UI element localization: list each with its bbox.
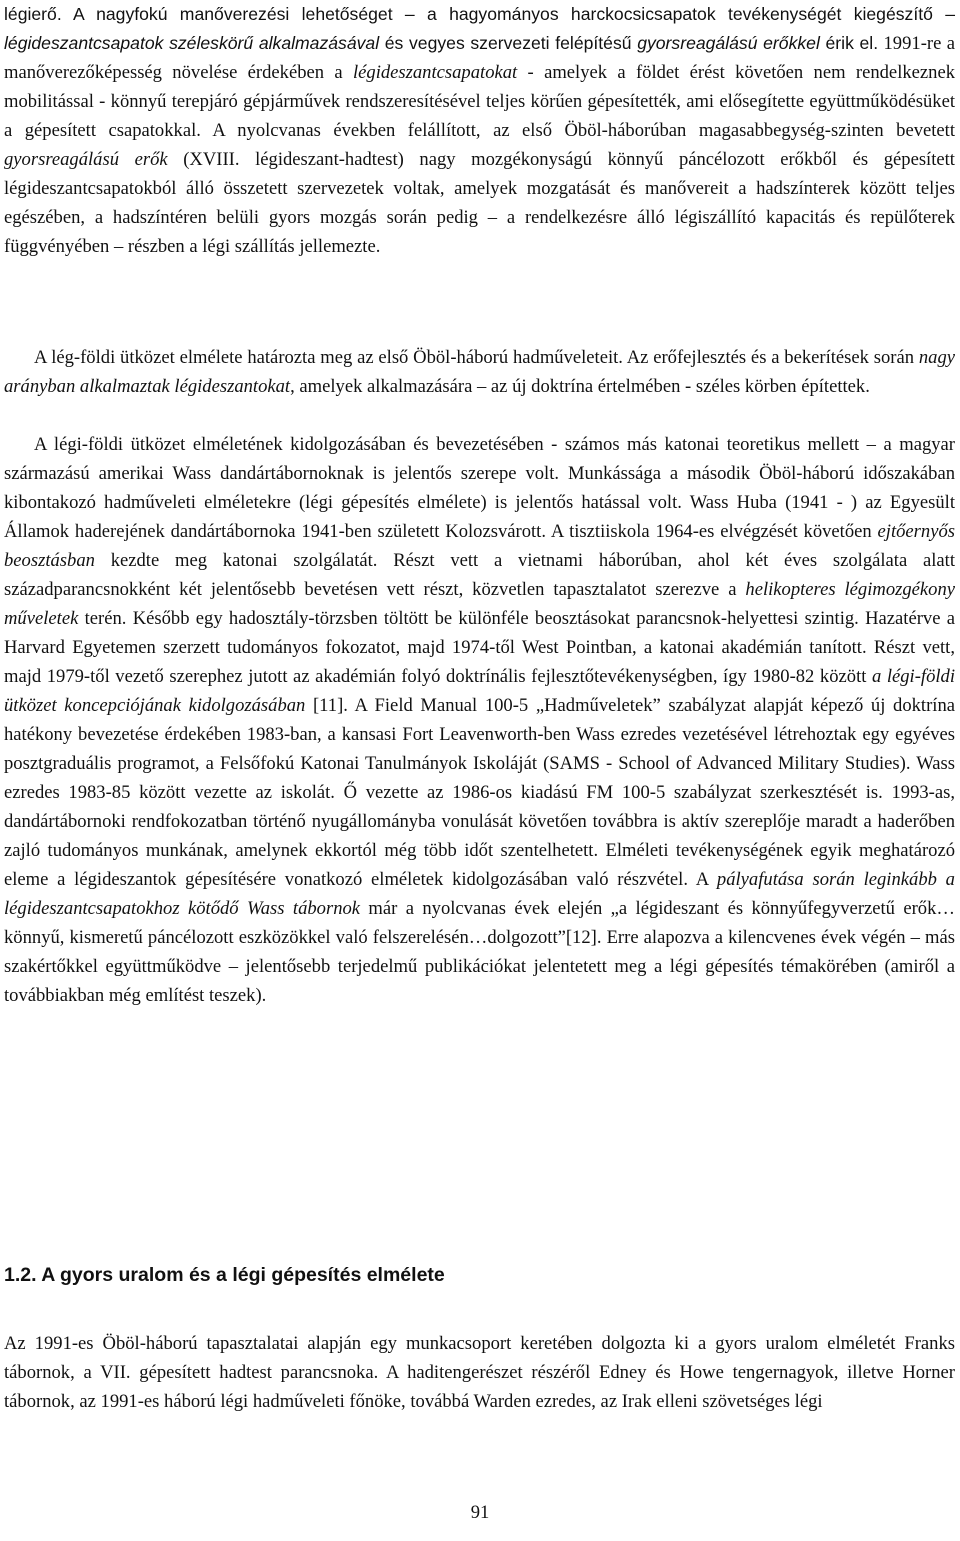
italic-text-run: nagy arányban alkalmaztak légideszantokat bbox=[4, 347, 955, 397]
paragraph-3 bbox=[4, 430, 955, 1010]
paragraph-3-text bbox=[4, 430, 955, 1010]
paragraph-2 bbox=[4, 343, 955, 401]
italic-text-run: gyorsreagálású erők bbox=[4, 149, 168, 170]
text-run: (XVIII. légideszant-hadtest) nagy mozgékonyságú könnyű páncélozott erőkből és gépesített légideszantcsapatokból álló összetett szervezetek voltak, amelyek mozgatását és manővereit a hadszínterek között teljes egészében, a hadszíntéren belüli gyors mozgás során pedig – a rendelkezésre álló légiszállító kapacitás és repülőterek függvényében – részben a légi szállítás jellemezte. bbox=[4, 149, 955, 257]
italic-text-run: légideszantcsapatok széleskörű alkalmazásával bbox=[4, 33, 380, 53]
text-run: légierő. A nagyfokú manőverezési lehetőséget – a hagyományos harckocsicsapatok tevékenységét kiegészítő – bbox=[4, 4, 955, 24]
text-run: és vegyes szervezeti felépítésű bbox=[379, 33, 638, 53]
text-run: A lég-földi ütközet elmélete határozta meg az első Öböl-háború hadműveleteit. Az erőfejlesztés és a bekerítések során bbox=[34, 347, 919, 368]
page-number: 91 bbox=[470, 1502, 490, 1523]
paragraph-2-text bbox=[4, 343, 955, 401]
italic-text-run: helikopteres légimozgékony műveletek bbox=[4, 579, 956, 629]
intro-sans-text bbox=[4, 4, 955, 53]
text-run: Az 1991-es Öböl-háború tapasztalatai alapján egy munkacsoport keretében dolgozta ki a gyors uralom elméletét Franks tábornok, a VII. gépesített hadtest parancsnoka. A haditengerészet részéről Edney és Howe tengernagyok, illetve Horner tábornok, az 1991-es háború légi hadműveleti főnöke, továbbá Warden ezredes, az Irak elleni szövetséges légi bbox=[4, 1333, 955, 1412]
intro-serif-text bbox=[4, 33, 955, 257]
italic-text-run: pályafutása során leginkább a légideszantcsapatokhoz kötődő Wass tábornok bbox=[4, 869, 955, 919]
paragraph-1 bbox=[4, 0, 955, 261]
text-run: [11]. A Field Manual 100-5 „Hadműveletek” szabályzat alapját képező új doktrína hatékony bevezetése érdekében 1983-ban, a kansasi Fort Leavenworth-ben Wass ezredes vezetésével létrehoztak egy egyéves posztgraduális programot, a Felsőfokú Katonai Tanulmányok Iskoláját (SAMS - School of Advanced Military Studies). Wass ezredes 1983-85 között vezette az iskolát. Ő vezette az 1986-os kiadású FM 100-5 szabályzat szerkesztését is. 1993-as, dandártábornoki rendfokozatban történő nyugállományba vonulását követően továbbra is aktív szereplője maradt a haderőben zajló tudományos munkának, amelynek ekkortól még több időt szentelhetett. Elméleti tevékenységének egyik meghatározó eleme a légideszantok gépesítésére vonatkozó elméletek kidolgozásában való részvétel. A bbox=[4, 695, 955, 890]
text-run: érik el. bbox=[819, 33, 879, 53]
text-run: 1991-re a manőverezőképesség növelése érdekében a bbox=[4, 33, 955, 83]
paragraph-4-text bbox=[4, 1329, 955, 1416]
italic-text-run: a légi-földi ütközet koncepciójának kidolgozásában bbox=[4, 666, 955, 716]
text-run: terén. Később egy hadosztály-törzsben töltött be különféle beosztásokat parancsnok-helyettesi szintig. Hazatérve a Harvard Egyetemen szerzett tudományos fokozatot, majd 1974-től West Pointban, a katonai akadémián tanított. Részt vett, majd 1979-től vezető szerephez jutott az akadémián folyó doktrínális fejlesztőtevékenységben, így 1980-82 között bbox=[4, 608, 955, 687]
section-heading: 1.2. A gyors uralom és a légi gépesítés elmélete bbox=[4, 1264, 445, 1286]
italic-text-run: gyorsreagálású erőkkel bbox=[637, 33, 820, 53]
text-run: - amelyek a földet érést követően nem rendelkeznek mobilitással - könnyű terepjáró gépjárművek rendszeresítésével teljes körűen gépesítették, ami elősegítette együttműködésüket a gépesített csapatokkal. A nyolcvanas években felállított, az első Öböl-háborúban magasabbegység-szinten bevetett bbox=[4, 62, 956, 141]
text-run: A légi-földi ütközet elméletének kidolgozásában és bevezetésében - számos más katonai teoretikus mellett – a magyar származású amerikai Wass dandártábornoknak is jelentős szerepe volt. Munkássága a második Öböl-háború időszakában kibontakozó hadműveleti elméletekre (légi gépesítés elmélete) is jelentős hatással volt. Wass Huba (1941 - ) az Egyesült Államok haderejének dandártábornoka 1941-ben született Kolozsvárott. A tisztiiskola 1964-es elvégzését követően bbox=[4, 434, 955, 542]
text-run: már a nyolcvanas évek elején „a légideszant és könnyűfegyverzetű erők…könnyű, kismeretű páncélozott eszközökkel való felszerelésén…dolgozott”[12]. Erre alapozva a kilencvenes évek végén – más szakértőkkel együttműködve – jelentősebb terjedelmű publikációkat jelentetett meg a légi gépesítés témakörében (amiről a továbbiakban még említést teszek). bbox=[4, 898, 955, 1006]
italic-text-run: ejtőernyős beosztásban bbox=[4, 521, 955, 571]
italic-text-run: légideszantcsapatokat bbox=[352, 62, 518, 83]
paragraph-4 bbox=[4, 1329, 955, 1416]
text-run: , amelyek alkalmazására – az új doktrína értelmében - széles körben építettek. bbox=[290, 376, 870, 397]
text-run: kezdte meg katonai szolgálatát. Részt vett a vietnami háborúban, ahol két éves szolgálata alatt századparancsnokként két jelentősebb bevetésen vett részt, közvetlen tapasztalatot szerezve a bbox=[4, 550, 955, 600]
